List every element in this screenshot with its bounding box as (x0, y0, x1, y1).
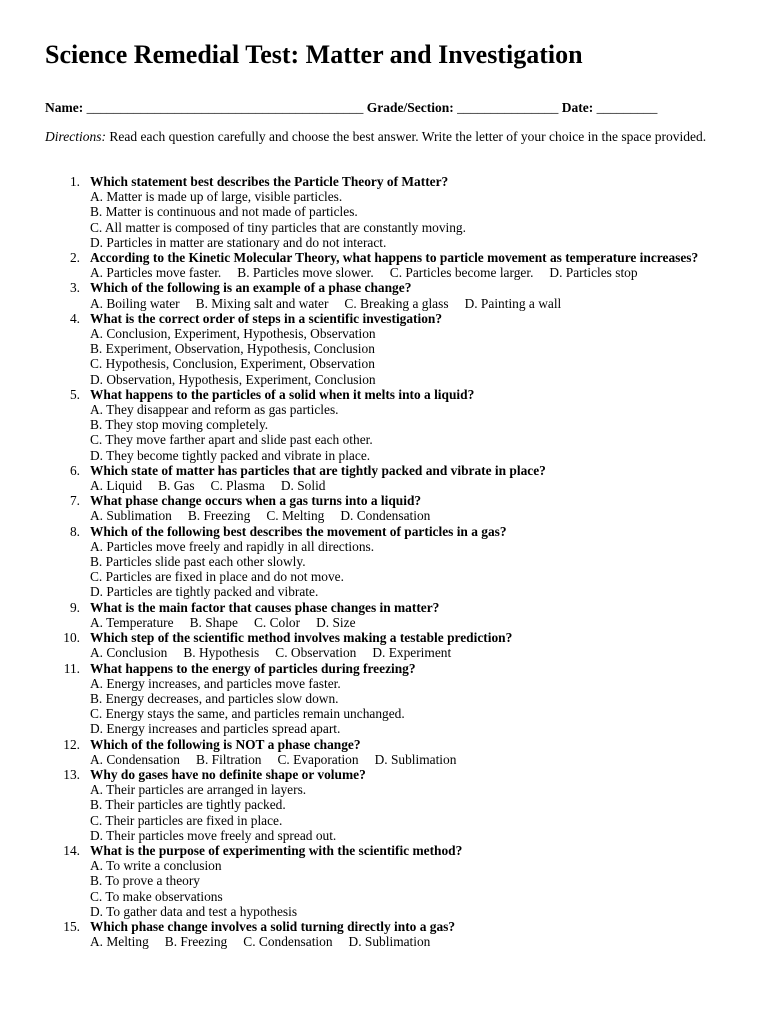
question-text: Which of the following is an example of a phase change? (90, 280, 412, 296)
question-number: 4. (69, 310, 80, 326)
answer-option: A. Liquid (90, 478, 143, 494)
question-number: 13. (63, 766, 80, 782)
answer-option: C. Energy stays the same, and particles remain unchanged. (90, 706, 405, 722)
answer-option: B. Freezing (187, 508, 251, 524)
answer-option: B. Freezing (164, 934, 228, 950)
question-item (45, 387, 725, 463)
answer-option: A. To write a conclusion (90, 858, 222, 874)
answer-option: A. Temperature (90, 614, 174, 630)
answer-option: D. Particles stop (549, 265, 638, 281)
question-item (45, 250, 725, 280)
answer-option: C. Condensation (243, 934, 333, 950)
answer-option: A. Conclusion, Experiment, Hypothesis, Observation (90, 326, 376, 342)
date-blank[interactable]: _________ (596, 100, 658, 115)
name-blank[interactable]: _________________________________________ (86, 100, 364, 115)
answer-option: D. Condensation (340, 508, 431, 524)
answer-option: B. Matter is continuous and not made of particles. (90, 204, 358, 220)
answer-option: A. Matter is made up of large, visible particles. (90, 189, 343, 205)
answer-option: C. Observation (275, 645, 357, 661)
question-text: Which state of matter has particles that are tightly packed and vibrate in place? (90, 462, 546, 478)
answer-option: D. Particles are tightly packed and vibrate. (90, 584, 319, 600)
answer-option: A. Particles move freely and rapidly in all directions. (90, 538, 375, 554)
question-number: 9. (69, 599, 80, 615)
answer-option: C. Evaporation (277, 751, 359, 767)
answer-option: C. All matter is composed of tiny particles that are constantly moving. (90, 219, 466, 235)
answer-option: A. Energy increases, and particles move faster. (90, 675, 341, 691)
directions-text: Read each question carefully and choose the best answer. Write the letter of your choice in the space provided. (106, 129, 707, 144)
answer-option: C. Particles become larger. (389, 265, 534, 281)
question-item (45, 630, 725, 660)
answer-option: A. Sublimation (90, 508, 172, 524)
question-text: What phase change occurs when a gas turns into a liquid? (90, 493, 422, 509)
answer-option: D. Size (316, 614, 356, 630)
directions-label: Directions: (45, 129, 106, 144)
question-number: 3. (69, 280, 80, 296)
answer-option: B. They stop moving completely. (90, 417, 269, 433)
grade-section-label: Grade/Section: (366, 100, 454, 115)
question-number: 11. (63, 660, 80, 676)
question-text: Which step of the scientific method involves making a testable prediction? (90, 630, 513, 646)
student-info-line (45, 99, 657, 117)
question-text: What is the purpose of experimenting with the scientific method? (90, 842, 463, 858)
answer-option: A. Particles move faster. (90, 265, 222, 281)
answer-option: A. Melting (90, 934, 149, 950)
question-text: What happens to the energy of particles during freezing? (90, 660, 416, 676)
question-list (45, 174, 725, 949)
answer-option: B. Energy decreases, and particles slow down. (90, 690, 339, 706)
answer-option: C. Melting (266, 508, 325, 524)
question-item (45, 737, 725, 767)
answer-options (90, 508, 725, 523)
answer-option: A. Boiling water (90, 295, 180, 311)
question-number: 2. (69, 250, 80, 266)
question-number: 6. (69, 462, 80, 478)
answer-option: B. To prove a theory (90, 873, 201, 889)
answer-option: D. Particles in matter are stationary and do not interact. (90, 234, 387, 250)
answer-option: D. Solid (280, 478, 326, 494)
question-number: 14. (63, 842, 80, 858)
question-text: Which of the following best describes the movement of particles in a gas? (90, 523, 507, 539)
question-text: Why do gases have no definite shape or volume? (90, 766, 366, 782)
question-item (45, 600, 725, 630)
name-label: Name: (45, 100, 84, 115)
answer-option: C. Their particles are fixed in place. (90, 812, 283, 828)
answer-option: D. Their particles move freely and spread out. (90, 827, 337, 843)
answer-option: D. Observation, Hypothesis, Experiment, Conclusion (90, 371, 376, 387)
question-number: 15. (63, 918, 80, 934)
question-number: 10. (63, 630, 80, 646)
date-label: Date: (561, 100, 594, 115)
answer-option: A. They disappear and reform as gas particles. (90, 402, 339, 418)
answer-option: C. Particles are fixed in place and do not move. (90, 569, 344, 585)
answer-option: B. Their particles are tightly packed. (90, 797, 286, 813)
answer-option: D. Experiment (372, 645, 452, 661)
question-item (45, 767, 725, 843)
answer-option: C. Hypothesis, Conclusion, Experiment, Observation (90, 356, 375, 372)
question-item (45, 524, 725, 600)
answer-option: C. Breaking a glass (344, 295, 449, 311)
answer-option: C. They move farther apart and slide past each other. (90, 432, 373, 448)
answer-option: C. Plasma (210, 478, 265, 494)
question-item (45, 463, 725, 493)
answer-option: B. Mixing salt and water (195, 295, 329, 311)
question-number: 5. (69, 386, 80, 402)
question-item (45, 174, 725, 250)
answer-options (90, 265, 725, 280)
answer-option: D. Sublimation (348, 934, 431, 950)
question-text: What happens to the particles of a solid when it melts into a liquid? (90, 386, 475, 402)
question-number: 12. (63, 736, 80, 752)
answer-option: D. Energy increases and particles spread apart. (90, 721, 341, 737)
answer-options (90, 615, 725, 630)
question-text: According to the Kinetic Molecular Theory, what happens to particle movement as temperature increases? (90, 250, 699, 266)
answer-options (90, 934, 725, 949)
answer-option: A. Condensation (90, 751, 181, 767)
answer-option: D. Sublimation (374, 751, 457, 767)
answer-options (90, 478, 725, 493)
answer-option: B. Experiment, Observation, Hypothesis, Conclusion (90, 341, 375, 357)
answer-option: B. Gas (158, 478, 195, 494)
question-item (45, 843, 725, 919)
grade-section-blank[interactable]: _______________ (457, 100, 559, 115)
question-text: Which statement best describes the Particle Theory of Matter? (90, 174, 449, 189)
answer-option: A. Conclusion (90, 645, 168, 661)
answer-option: D. They become tightly packed and vibrate in place. (90, 447, 371, 463)
answer-option: D. To gather data and test a hypothesis (90, 903, 298, 919)
answer-option: B. Particles move slower. (237, 265, 374, 281)
question-number: 8. (69, 523, 80, 539)
answer-option: B. Shape (189, 614, 238, 630)
question-item (45, 661, 725, 737)
question-number: 1. (69, 174, 80, 189)
answer-option: C. Color (253, 614, 301, 630)
answer-option: B. Hypothesis (183, 645, 260, 661)
answer-option: C. To make observations (90, 888, 223, 904)
answer-option: B. Particles slide past each other slowly. (90, 554, 306, 570)
directions (45, 129, 725, 145)
question-text: Which phase change involves a solid turning directly into a gas? (90, 918, 456, 934)
answer-option: D. Painting a wall (464, 295, 562, 311)
page-title: Science Remedial Test: Matter and Investigation (45, 40, 583, 69)
question-text: Which of the following is NOT a phase change? (90, 736, 361, 752)
question-item (45, 280, 725, 310)
question-text: What is the correct order of steps in a scientific investigation? (90, 310, 443, 326)
answer-options (90, 645, 725, 660)
answer-option: A. Their particles are arranged in layers. (90, 782, 307, 798)
question-item (45, 919, 725, 949)
answer-option: B. Filtration (196, 751, 262, 767)
question-number: 7. (69, 493, 80, 509)
question-item (45, 311, 725, 387)
answer-options (90, 296, 725, 311)
answer-options (90, 752, 725, 767)
question-text: What is the main factor that causes phase changes in matter? (90, 599, 440, 615)
question-item (45, 493, 725, 523)
